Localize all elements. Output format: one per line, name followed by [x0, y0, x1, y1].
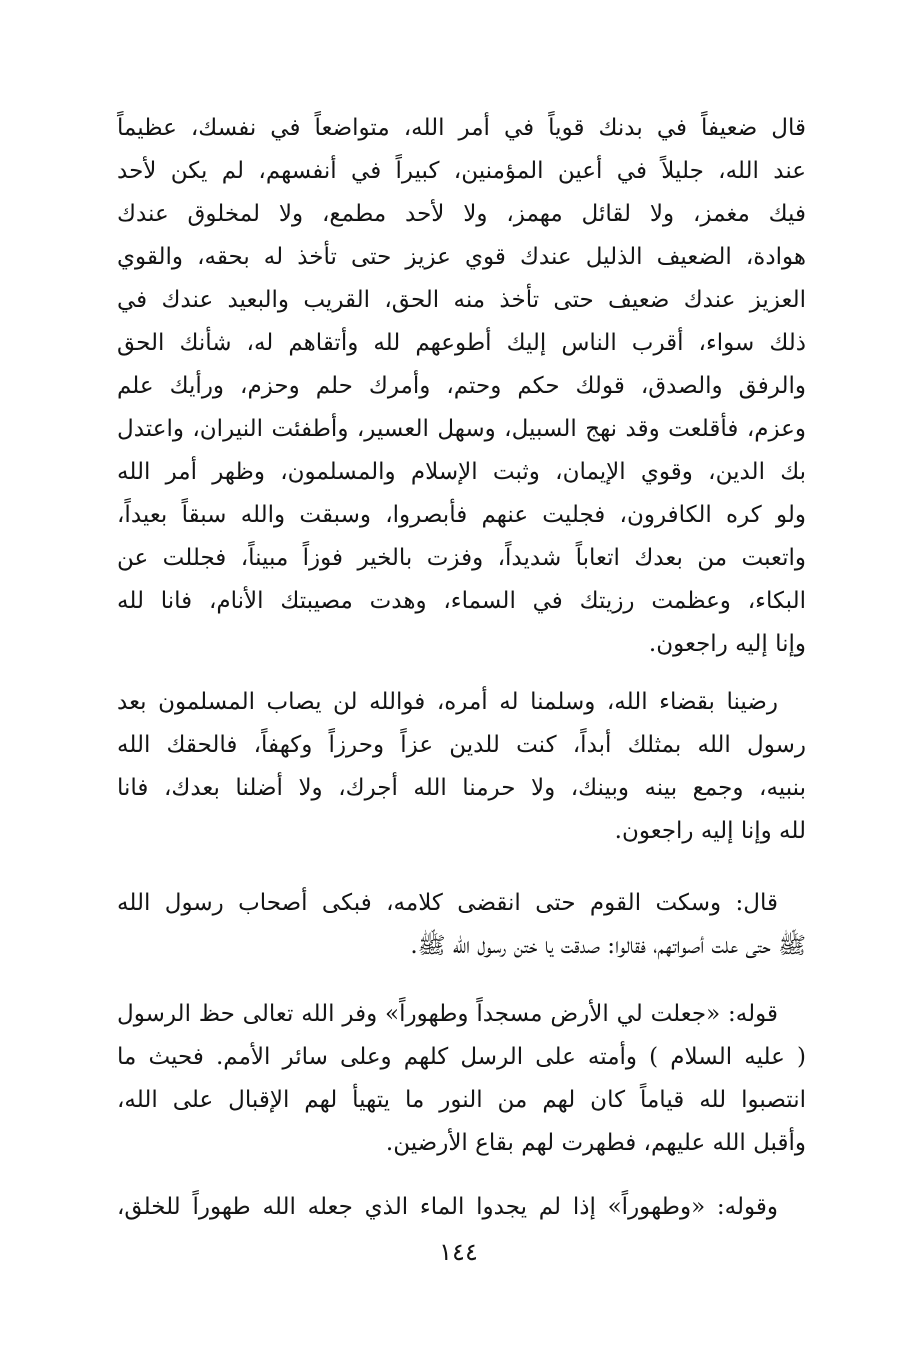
text-line: واتعبت من بعدك اتعاباً شديداً، وفزت بالخير فوزاً مبيناً، فجللت عن	[117, 545, 806, 571]
text-line: العزيز عندك ضعيف حتى تأخذ منه الحق، القريب والبعيد عندك في	[117, 287, 806, 313]
paragraph-2	[117, 681, 806, 853]
text-line: قال ضعيفاً في بدنك قوياً في أمر الله، متواضعاً في نفسك، عظيماً	[117, 115, 806, 141]
paragraph-1	[117, 107, 806, 666]
text-line: وعزم، فأقلعت وقد نهج السبيل، وسهل العسير، وأطفئت النيران، واعتدل	[117, 416, 806, 442]
text-line: هوادة، الضعيف الذليل عندك قوي عزيز حتى تأخذ له بحقه، والقوي	[117, 244, 806, 270]
text-line: قوله: «جعلت لي الأرض مسجداً وطهوراً» وفر الله تعالى حظ الرسول	[117, 1001, 778, 1027]
text-line: رسول الله بمثلك أبداً، كنت للدين عزاً وحرزاً وكهفاً، فالحقك الله	[117, 732, 806, 758]
page-number: ١٤٤	[439, 1238, 478, 1266]
text-line: بنبيه، وجمع بينه وبينك، ولا حرمنا الله أجرك، ولا أضلنا بعدك، فانا	[117, 775, 806, 801]
text-line: وإنا إليه راجعون.	[648, 631, 806, 657]
text-line: والرفق والصدق، قولك حكم وحتم، وأمرك حلم وحزم، ورأيك علم	[117, 373, 806, 399]
paragraph-3	[117, 882, 806, 968]
text-line: انتصبوا لله قياماً كان لهم من النور ما يتهيأ لهم الإقبال على الله،	[117, 1087, 806, 1113]
text-line: قال: وسكت القوم حتى انقضى كلامه، فبكى أصحاب رسول الله	[117, 890, 778, 916]
text-line: ذلك سواء، أقرب الناس إليك أطوعهم لله وأتقاهم له، شأنك الحق	[117, 330, 806, 356]
text-line: ﷺ حتى علت أصواتهم، فقالوا: صدقت يا ختن رسول الله ﷺ.	[410, 933, 806, 959]
text-line: عند الله، جليلاً في أعين المؤمنين، كبيراً في أنفسهم، لم يكن لأحد	[117, 158, 806, 184]
text-line: رضينا بقضاء الله، وسلمنا له أمره، فوالله لن يصاب المسلمون بعد	[117, 689, 778, 715]
text-line: البكاء، وعظمت رزيتك في السماء، وهدت مصيبتك الأنام، فانا لله	[117, 588, 806, 614]
text-line: بك الدين، وقوي الإيمان، وثبت الإسلام والمسلمون، وظهر أمر الله	[117, 459, 806, 485]
paragraph-4	[117, 993, 806, 1165]
text-line: لله وإنا إليه راجعون.	[614, 818, 806, 844]
text-line: ولو كره الكافرون، فجليت عنهم فأبصروا، وسبقت والله سبقاً بعيداً،	[117, 502, 806, 528]
text-line: وقوله: «وطهوراً» إذا لم يجدوا الماء الذي جعله الله طهوراً للخلق،	[117, 1194, 778, 1220]
text-line: ( عليه السلام ) وأمته على الرسل كلهم وعلى سائر الأمم. فحيث ما	[117, 1044, 806, 1070]
paragraph-5	[117, 1186, 806, 1229]
text-line: فيك مغمز، ولا لقائل مهمز، ولا لأحد مطمع، ولا لمخلوق عندك	[117, 201, 806, 227]
text-line: وأقبل الله عليهم، فطهرت لهم بقاع الأرضين.	[385, 1130, 806, 1156]
